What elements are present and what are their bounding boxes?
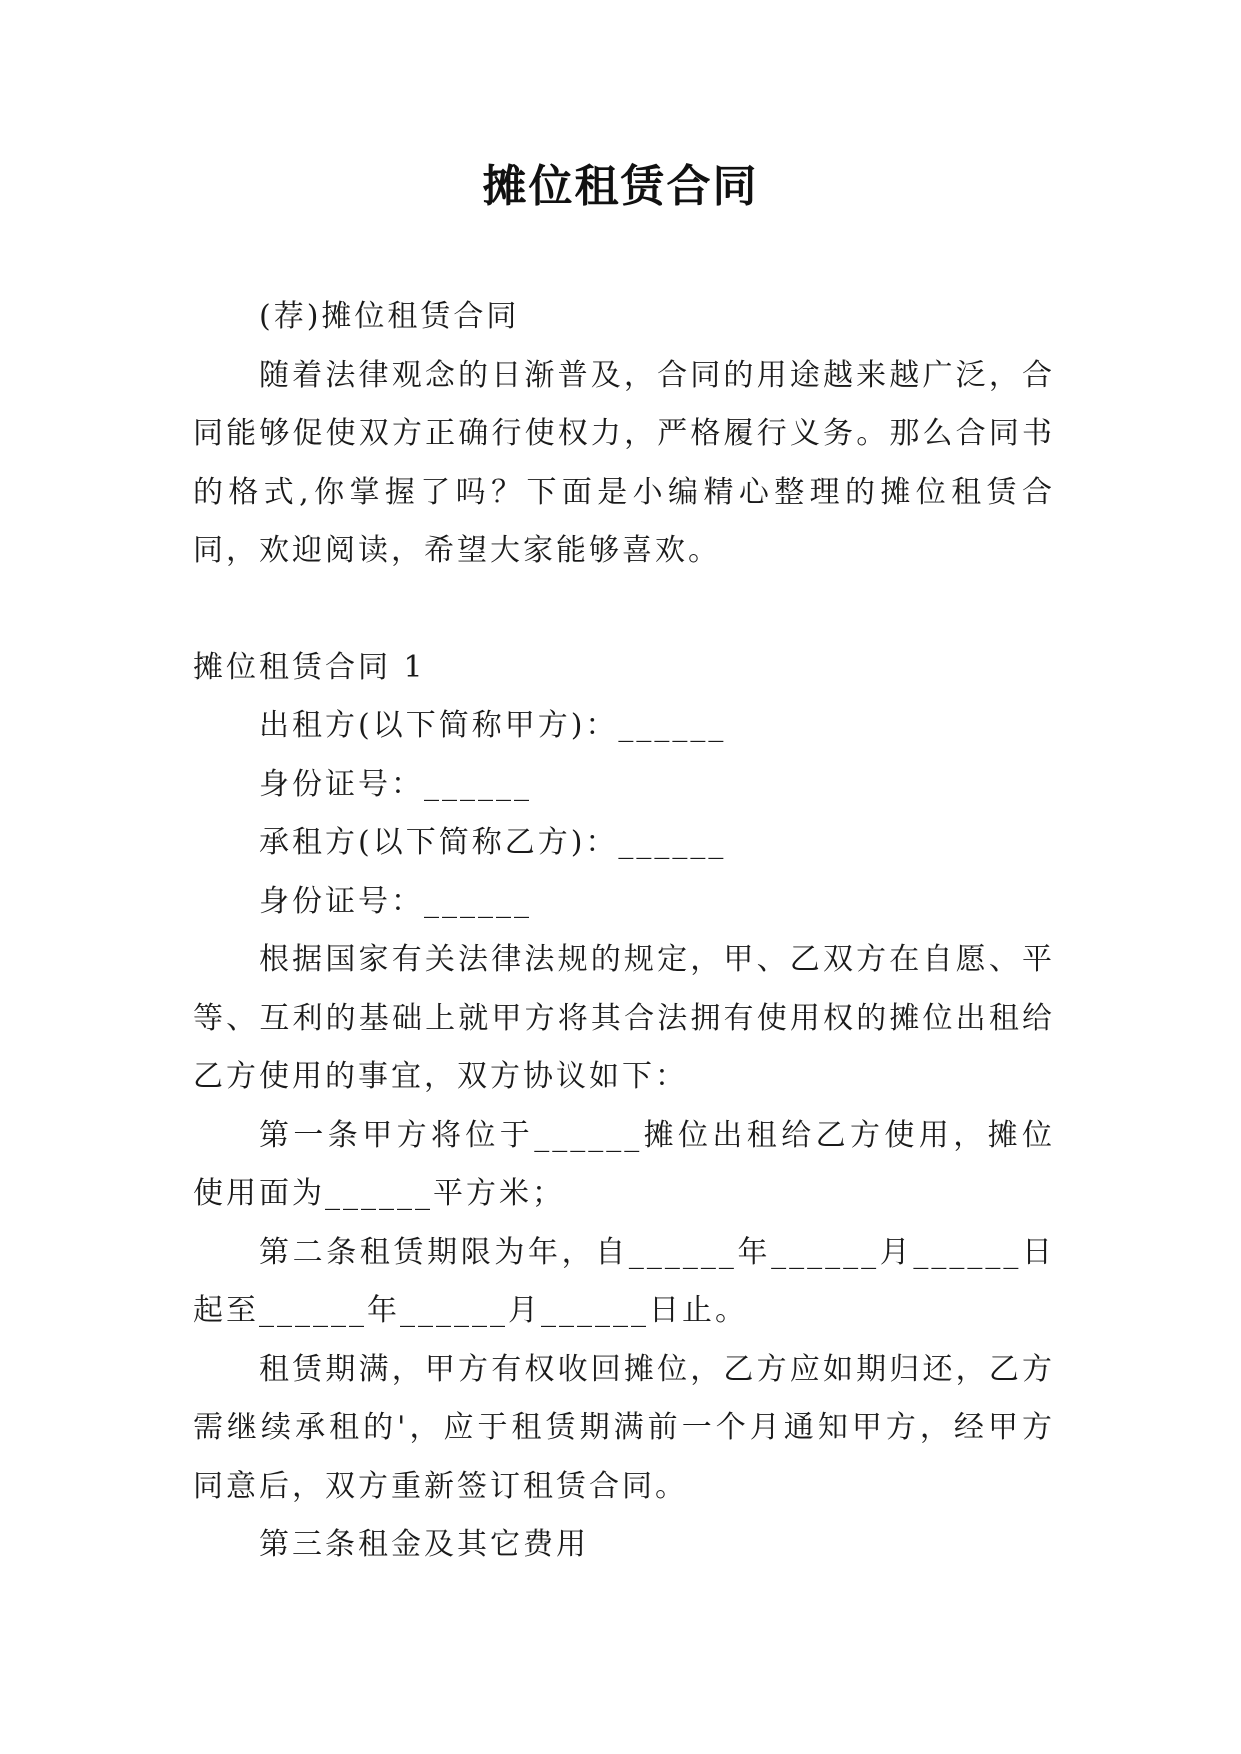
- contract-heading: 摊位租赁合同 1: [193, 649, 426, 685]
- lessor-field: 出租方(以下简称甲方)：______: [259, 708, 727, 743]
- article-2-paragraph: 第二条租赁期限为年，自______年______月______日起至______年______月______日止。: [193, 1234, 1055, 1328]
- subtitle-paragraph: (荐)摊位租赁合同: [259, 299, 520, 334]
- intro-paragraph: 随着法律观念的日渐普及，合同的用途越来越广泛，合同能够促使双方正确行使权力，严格履行义务。那么合同书的格式,你掌握了吗？下面是小编精心整理的摊位租赁合同，欢迎阅读，希望大家能够喜欢。: [193, 357, 1055, 568]
- article-3-heading: 第三条租金及其它费用: [259, 1527, 589, 1562]
- article-1-paragraph: 第一条甲方将位于______摊位出租给乙方使用，摊位使用面为______平方米；: [193, 1117, 1055, 1211]
- lessor-id-field: 身份证号：______: [259, 766, 532, 802]
- lease-expiry-paragraph: 租赁期满，甲方有权收回摊位，乙方应如期归还，乙方需继续承租的'，应于租赁期满前一个月通知甲方，经甲方同意后，双方重新签订租赁合同。: [193, 1351, 1055, 1504]
- lessee-field: 承租方(以下简称乙方)：______: [259, 825, 727, 860]
- preamble-paragraph: 根据国家有关法律法规的规定，甲、乙双方在自愿、平等、互利的基础上就甲方将其合法拥有使用权的摊位出租给乙方使用的事宜，双方协议如下：: [193, 942, 1055, 1094]
- lessee-id-field: 身份证号：______: [259, 883, 532, 919]
- paragraph-spacer: [193, 581, 1055, 639]
- document-title: 摊位租赁合同: [482, 161, 759, 212]
- document-body: [193, 288, 1055, 1575]
